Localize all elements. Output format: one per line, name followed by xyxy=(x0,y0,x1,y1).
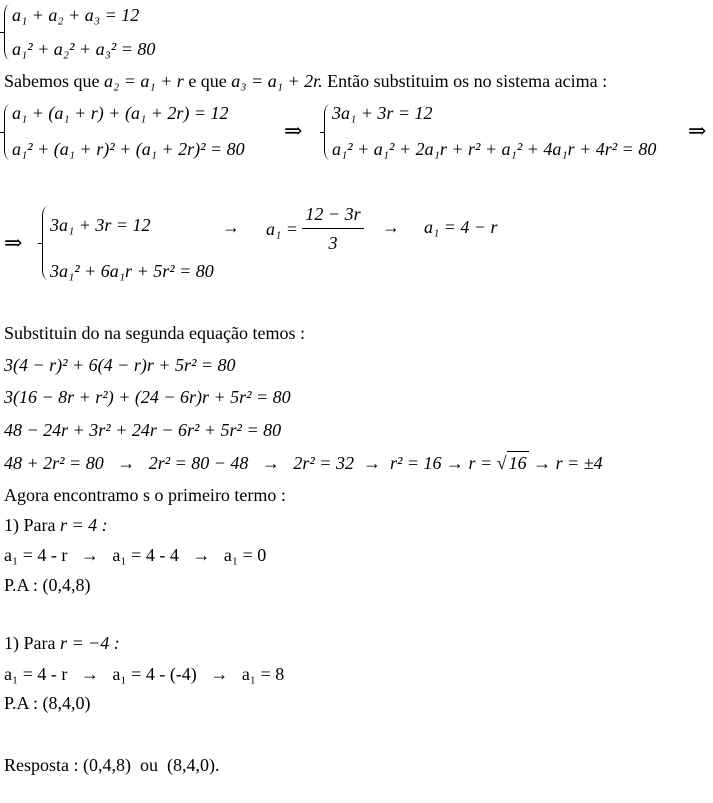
line4-step-3: 2r² = 32 xyxy=(293,453,354,473)
system1-eq1: a₁ + a₂ + a₃ = 12 xyxy=(12,5,140,25)
substitution-line-2: 3(16 − 8r + r²) + (24 − 6r)r + 5r² = 80 xyxy=(4,387,291,407)
system1-eq2: a₁² + a₂² + a₃² = 80 xyxy=(12,39,156,59)
first-term-heading: Agora encontramo s o primeiro termo : xyxy=(4,485,286,505)
intro-text-2: e que xyxy=(188,71,227,91)
case1-steps xyxy=(4,546,266,564)
case1-condition: r = 4 : xyxy=(59,515,108,535)
line4-step-4: r² = 16 xyxy=(389,453,442,473)
case1-header xyxy=(4,516,108,534)
line4-step-6: r = ±4 xyxy=(555,453,603,473)
intro-a2: a₂ = a₁ + r xyxy=(103,71,184,91)
system4-result: a₁ = 4 − r xyxy=(424,217,498,237)
arrow-2: → xyxy=(382,217,400,237)
case1-pa: P.A : (0,4,8) xyxy=(4,575,91,595)
case2-steps xyxy=(4,665,284,683)
case1-label: 1) Para xyxy=(4,515,56,535)
system1-brace xyxy=(4,4,11,60)
line4-step-2: 2r² = 80 − 48 xyxy=(148,453,249,473)
line4-sqrt-radicand: 16 xyxy=(508,453,527,473)
case2-condition: r = −4 : xyxy=(59,633,120,653)
arrow-8: → xyxy=(80,545,99,565)
fraction-numerator: 12 − 3r xyxy=(302,204,364,229)
arrow-9: → xyxy=(192,545,211,565)
case1-step-1: a₁ = 4 - r xyxy=(4,545,68,565)
arrow-4: → xyxy=(261,453,280,473)
case2-step-2: a₁ = 4 - (-4) xyxy=(112,664,197,684)
arrow-10: → xyxy=(80,664,99,684)
line4-step-1: 48 + 2r² = 80 xyxy=(4,453,104,473)
answer: Resposta : (0,4,8) ou (8,4,0). xyxy=(4,755,220,775)
line4-step-5-prefix: r = xyxy=(468,453,493,473)
substitution-line-1: 3(4 − r)² + 6(4 − r)r + 5r² = 80 xyxy=(4,355,236,375)
arrow-3: → xyxy=(117,453,136,473)
substitution-line-3: 48 − 24r + 3r² + 24r − 6r² + 5r² = 80 xyxy=(4,420,282,440)
substitution-heading: Substituin do na segunda equação temos : xyxy=(4,323,305,343)
intro-text-3: Então substituim os no sistema acima : xyxy=(327,71,608,91)
arrow-6: → xyxy=(446,453,465,473)
solve-lhs: a₁ = xyxy=(266,219,298,239)
case1-step-2: a₁ = 4 - 4 xyxy=(112,545,179,565)
arrow-5: → xyxy=(362,453,381,473)
system2-eq2: a₁² + (a₁ + r)² + (a₁ + 2r)² = 80 xyxy=(12,139,245,159)
fraction xyxy=(302,204,364,254)
system4-eq2: 3a₁² + 6a₁r + 5r² = 80 xyxy=(50,261,214,281)
system2-eq1: a₁ + (a₁ + r) + (a₁ + 2r) = 12 xyxy=(12,103,229,123)
system3-eq1: 3a₁ + 3r = 12 xyxy=(332,103,433,123)
intro-text-1: Sabemos que xyxy=(4,71,100,91)
system3-eq2: a₁² + a₁² + 2a₁r + r² + a₁² + 4a₁r + 4r² = 80 xyxy=(332,139,657,159)
implies-symbol-2: ⇒ xyxy=(688,118,707,143)
case1-step-3: a₁ = 0 xyxy=(223,545,267,565)
arrow-11: → xyxy=(210,664,229,684)
implies-symbol-3: ⇒ xyxy=(4,230,23,255)
system3-brace xyxy=(324,104,331,160)
system2-brace xyxy=(4,104,11,160)
case2-header xyxy=(4,634,120,652)
case2-step-1: a₁ = 4 - r xyxy=(4,664,68,684)
system4-eq1: 3a₁ + 3r = 12 xyxy=(50,215,151,235)
case2-label: 1) Para xyxy=(4,633,56,653)
arrow-7: → xyxy=(533,453,552,473)
intro-a3: a₃ = a₁ + 2r. xyxy=(231,71,323,91)
fraction-denominator: 3 xyxy=(328,233,338,253)
implies-symbol-1: ⇒ xyxy=(284,118,303,143)
system4-brace xyxy=(42,206,49,280)
case2-step-3: a₁ = 8 xyxy=(241,664,285,684)
intro-line xyxy=(4,72,607,90)
case2-pa: P.A : (8,4,0) xyxy=(4,693,91,713)
arrow-1: → xyxy=(222,217,240,237)
substitution-line-4: 48 + 2r² = 80 → 2r² = 80 − 48 → 2r² = 32 → r² = 16 → r = √ 16 → r = ±4 xyxy=(4,453,603,473)
